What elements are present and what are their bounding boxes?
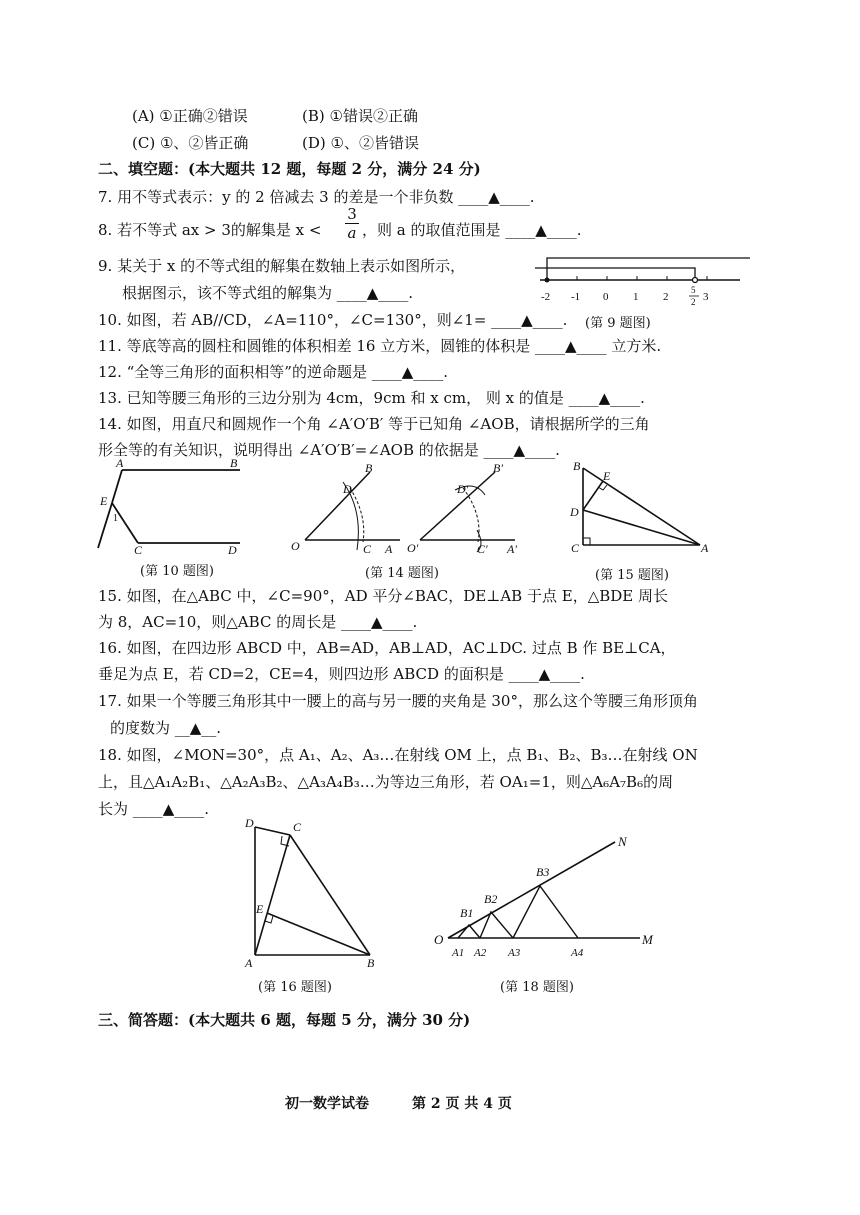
choice-c: (C) ①、②皆正确 [132, 134, 249, 152]
f14-label-d-prime: D′ [457, 482, 469, 496]
footer-title: 初一数学试卷 [285, 1096, 369, 1112]
f18-label-a1: A1 [452, 947, 465, 959]
figure-16 [235, 815, 385, 970]
f15-label-c: C [571, 541, 580, 555]
footer-page-number: 第 2 页 共 4 页 [412, 1096, 512, 1112]
f18-label-a2: A2 [474, 947, 487, 959]
question-15-line1: 15. 如图，在△ABC 中，∠C=90°，AD 平分∠BAC，DE⊥AB 于点 E，△BDE 周长 [98, 587, 668, 605]
f16-label-e: E [256, 902, 264, 916]
f18-label-b2: B2 [484, 892, 498, 906]
q8-fraction-numerator: 3 [345, 205, 359, 224]
question-18-line2: 上，且△A₁A₂B₁、△A₂A₃B₂、△A₃A₄B₃…为等边三角形，若 OA₁=1，则△A₆A₇B₆的周 [98, 773, 674, 791]
figure-14 [285, 460, 535, 560]
choice-a: (A) ①正确②错误 [132, 107, 248, 125]
question-14-line1: 14. 如图，用直尺和圆规作一个角 ∠A′O′B′ 等于已知角 ∠AOB，请根据所学的三角 [98, 415, 650, 433]
f18-label-n: N [618, 834, 627, 849]
number-line-figure [535, 250, 750, 310]
q8-fraction [345, 205, 359, 242]
section2-title: 二、填空题：(本大题共 12 题，每题 2 分，满分 24 分) [98, 160, 481, 178]
nl-frac-den: 2 [691, 297, 696, 307]
f14-label-o: O [291, 539, 300, 553]
choice-d: (D) ①、②皆错误 [302, 134, 419, 152]
q8-fraction-denominator: a [347, 224, 357, 242]
choice-b: (B) ①错误②正确 [302, 107, 418, 125]
question-17-line2: 的度数为 __▲__. [110, 719, 222, 737]
f14-label-c-prime: C′ [477, 542, 488, 556]
question-15-line2: 为 8，AC=10，则△ABC 的周长是 ____▲____. [98, 613, 418, 631]
question-17-line1: 17. 如果一个等腰三角形其中一腰上的高与另一腰的夹角是 30°，那么这个等腰三角形顶角 [98, 692, 698, 710]
f16-label-c: C [293, 820, 302, 834]
f14-label-a-prime: A′ [507, 542, 517, 556]
f10-label-e: E [100, 494, 108, 508]
f14-label-o-prime: O′ [407, 541, 419, 555]
f18-label-a4: A4 [571, 947, 584, 959]
f18-label-b1: B1 [460, 906, 474, 920]
caption-fig18: (第 18 题图) [500, 980, 574, 995]
f15-label-a: A [701, 541, 709, 555]
caption-fig10: (第 10 题图) [140, 564, 214, 579]
figure-10 [90, 455, 250, 555]
question-16-line1: 16. 如图，在四边形 ABCD 中，AB=AD，AB⊥AD，AC⊥DC. 过点 B 作 BE⊥CA， [98, 639, 676, 657]
f18-label-o: O [434, 932, 444, 947]
question-12: 12. “全等三角形的面积相等”的逆命题是 ____▲____. [98, 363, 449, 381]
f10-label-b: B [230, 456, 238, 470]
question-9-line1: 9. 某关于 x 的不等式组的解集在数轴上表示如图所示， [98, 257, 466, 275]
f10-label-d: D [228, 543, 237, 555]
question-10: 10. 如图，若 AB//CD，∠A=110°，∠C=130°，则∠1= ____▲____. [98, 311, 568, 329]
question-18-line1: 18. 如图，∠MON=30°，点 A₁、A₂、A₃…在射线 OM 上，点 B₁、B₂、B₃…在射线 ON [98, 746, 698, 764]
nl-frac-num: 5 [691, 285, 696, 295]
f14-label-c: C [363, 542, 372, 556]
question-8-part2: ，则 a 的取值范围是 ____▲____. [362, 221, 582, 239]
figure-15 [565, 460, 715, 560]
caption-fig16: (第 16 题图) [258, 980, 332, 995]
section3-title: 三、简答题：(本大题共 6 题，每题 5 分，满分 30 分) [98, 1011, 471, 1029]
f15-label-b: B [573, 460, 581, 473]
nl-tick-3: 3 [703, 291, 709, 303]
caption-fig9: (第 9 题图) [585, 316, 651, 331]
f14-label-a: A [385, 542, 393, 556]
question-13: 13. 已知等腰三角形的三边分别为 4cm，9cm 和 x cm， 则 x 的值是 ____▲____. [98, 389, 645, 407]
f16-label-b: B [367, 956, 375, 970]
nl-tick-1: 1 [633, 291, 639, 303]
question-16-line2: 垂足为点 E，若 CD=2，CE=4，则四边形 ABCD 的面积是 ____▲____. [98, 665, 585, 683]
f14-label-d: D [343, 482, 352, 496]
question-9-line2: 根据图示，该不等式组的解集为 ____▲____. [122, 284, 414, 302]
figure-18 [430, 828, 670, 968]
f18-label-a3: A3 [508, 947, 521, 959]
nl-tick-2: 2 [663, 291, 669, 303]
f10-label-1: 1 [113, 513, 118, 524]
question-11: 11. 等底等高的圆柱和圆锥的体积相差 16 立方米，圆锥的体积是 ____▲____ 立方米. [98, 337, 662, 355]
f10-label-a: A [116, 456, 124, 470]
caption-fig14: (第 14 题图) [365, 566, 439, 581]
f16-label-d: D [245, 816, 254, 830]
f15-label-e: E [603, 469, 611, 483]
f14-label-b-prime: B′ [493, 461, 503, 475]
f18-label-b3: B3 [536, 865, 550, 879]
caption-fig15: (第 15 题图) [595, 568, 669, 583]
nl-tick-0: 0 [603, 291, 609, 303]
f18-label-m: M [642, 932, 653, 947]
f10-label-c: C [134, 543, 143, 555]
nl-tick-neg2: -2 [541, 291, 551, 303]
question-18-line3: 长为 ____▲____. [98, 800, 210, 818]
nl-tick-neg1: -1 [571, 291, 581, 303]
question-14-line2: 形全等的有关知识，说明得出 ∠A′O′B′=∠AOB 的依据是 ____▲____. [98, 441, 560, 459]
question-7: 7. 用不等式表示：y 的 2 倍减去 3 的差是一个非负数 ____▲____. [98, 188, 535, 206]
f15-label-d: D [570, 505, 579, 519]
f16-label-a: A [245, 956, 253, 970]
question-8-part1: 8. 若不等式 ax > 3的解集是 x < [98, 221, 322, 239]
f14-label-b: B [365, 461, 373, 475]
